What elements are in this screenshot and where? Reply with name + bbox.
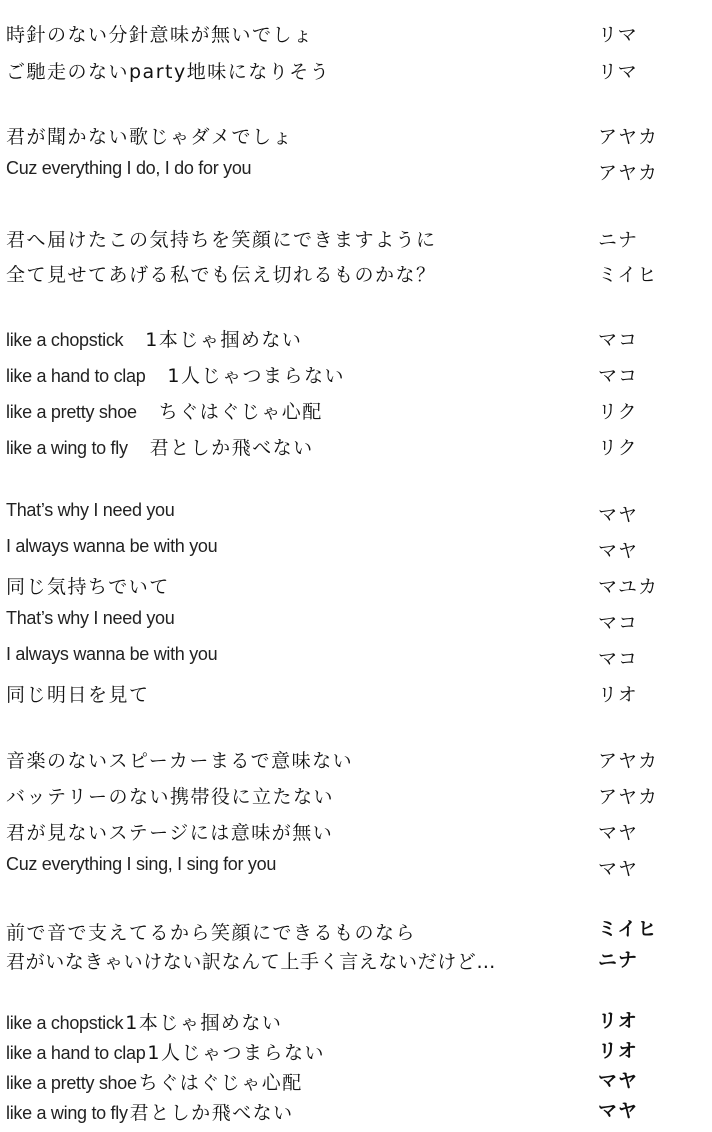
lyric-line	[6, 1098, 294, 1125]
lyric-line: That’s why I need you	[6, 500, 175, 520]
lyric-english: like a chopstick	[6, 1013, 124, 1033]
lyric-line: That’s why I need you	[6, 608, 175, 628]
lyric-line: 君が聞かない歌じゃダメでしょ	[6, 126, 294, 148]
lyric-japanese: ちぐはぐじゃ心配	[158, 401, 323, 423]
lyric-english: like a hand to clap	[6, 1043, 146, 1063]
singer-name: リク	[598, 437, 638, 459]
singer-name: ニナ	[598, 949, 639, 971]
singer-name: アヤカ	[598, 750, 659, 772]
lyric-japanese: 1本じゃ掴めない	[145, 329, 303, 351]
lyric-line: Cuz everything I sing, I sing for you	[6, 854, 277, 874]
singer-name: ニナ	[598, 229, 639, 251]
lyric-japanese: 君としか飛べない	[149, 437, 314, 459]
lyric-english: like a hand to clap	[6, 366, 146, 386]
singer-name: マヤ	[598, 504, 639, 526]
lyric-japanese: 1人じゃつまらない	[167, 365, 345, 387]
lyric-line: バッテリーのない携帯役に立たない	[6, 786, 335, 808]
singer-name: マヤ	[598, 1100, 639, 1122]
lyric-japanese: 君としか飛べない	[129, 1102, 294, 1124]
singer-name: ミイヒ	[598, 918, 658, 940]
lyric-english: like a pretty shoe	[6, 1073, 137, 1093]
lyric-line: 君へ届けたこの気持ちを笑顔にできますように	[6, 229, 437, 251]
lyric-line	[6, 361, 345, 388]
singer-name: リク	[598, 401, 638, 423]
singer-name: マコ	[598, 365, 639, 387]
lyric-line: I always wanna be with you	[6, 644, 218, 664]
lyric-line: 君が見ないステージには意味が無い	[6, 822, 334, 844]
lyric-japanese: ちぐはぐじゃ心配	[138, 1072, 303, 1094]
lyric-line: Cuz everything I do, I do for you	[6, 158, 252, 178]
lyric-line	[6, 1008, 282, 1035]
lyric-line: I always wanna be with you	[6, 536, 218, 556]
lyric-line: 全て見せてあげる私でも伝え切れるものかな？	[6, 264, 437, 286]
lyric-japanese: 1本じゃ掴めない	[125, 1012, 283, 1034]
lyric-line: 君がいなきゃいけない訳なんて上手く言えないだけど…	[6, 951, 497, 973]
singer-name: リオ	[598, 684, 638, 706]
singer-name: リオ	[598, 1040, 638, 1062]
singer-name: マヤ	[598, 822, 639, 844]
singer-name: リマ	[598, 24, 638, 46]
lyric-line: 音楽のないスピーカーまるで意味ない	[6, 750, 354, 772]
lyric-line	[6, 325, 302, 352]
singer-name: アヤカ	[598, 162, 659, 184]
singer-name: マコ	[598, 648, 639, 670]
lyric-english: like a wing to fly	[6, 1103, 128, 1123]
singer-name: マコ	[598, 612, 639, 634]
lyric-japanese: 1人じゃつまらない	[147, 1042, 325, 1064]
singer-name: マヤ	[598, 540, 639, 562]
singer-name: ミイヒ	[598, 264, 658, 286]
singer-name: アヤカ	[598, 786, 659, 808]
lyric-line: 同じ明日を見て	[6, 684, 150, 706]
lyric-english: like a chopstick	[6, 330, 124, 350]
singer-name: マコ	[598, 329, 639, 351]
lyric-line: ご馳走のないparty地味になりそう	[6, 61, 331, 83]
singer-name: マユカ	[598, 576, 659, 598]
lyric-line: 前で音で支えてるから笑顔にできるものなら	[6, 922, 417, 944]
lyric-line: 同じ気持ちでいて	[6, 576, 170, 598]
singer-name: アヤカ	[598, 126, 659, 148]
lyric-english: like a wing to fly	[6, 438, 128, 458]
singer-name: マヤ	[598, 1070, 639, 1092]
lyric-line: 時針のない分針意味が無いでしょ	[6, 24, 314, 46]
singer-name: リマ	[598, 61, 638, 83]
lyric-english: like a pretty shoe	[6, 402, 137, 422]
lyric-line	[6, 1068, 303, 1095]
singer-name: リオ	[598, 1010, 638, 1032]
singer-name: マヤ	[598, 858, 639, 880]
lyric-line	[6, 433, 314, 460]
lyric-line	[6, 1038, 325, 1065]
lyric-line	[6, 397, 323, 424]
